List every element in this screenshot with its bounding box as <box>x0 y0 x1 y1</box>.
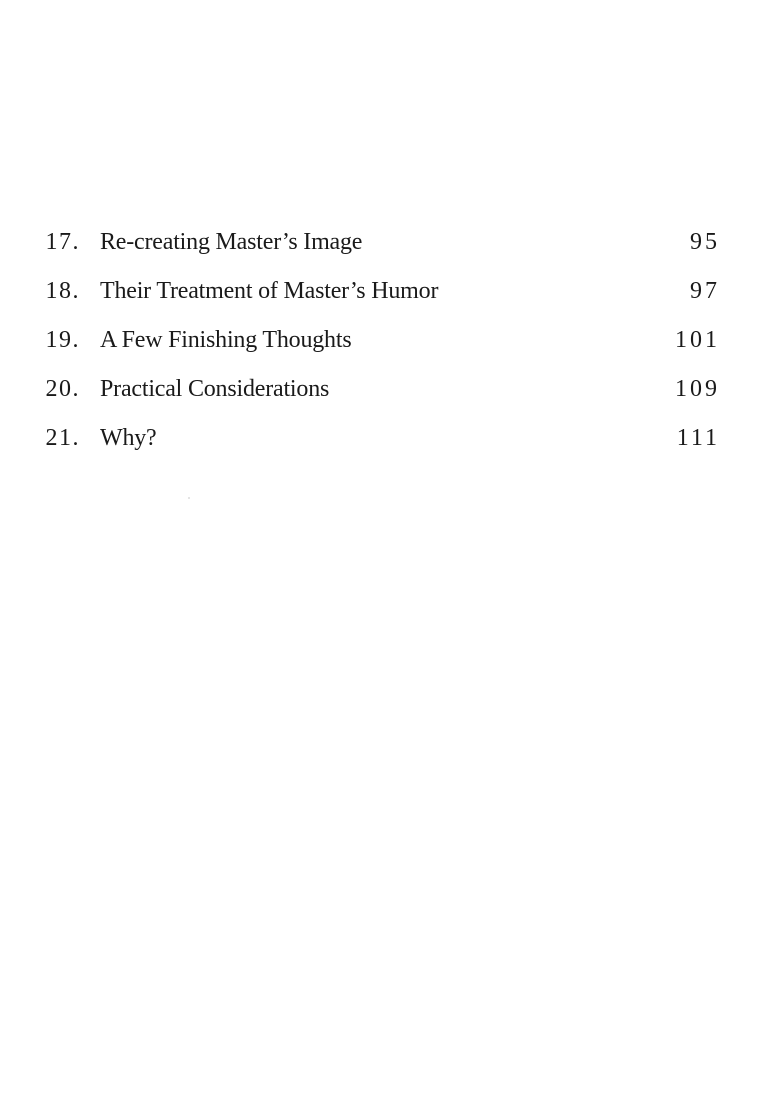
chapter-title: Re-creating Master’s Image <box>100 229 363 255</box>
chapter-title: Why? <box>100 425 157 451</box>
chapter-title: Their Treatment of Master’s Humor <box>100 278 439 304</box>
page-number: 109 <box>675 376 720 402</box>
page-number: 111 <box>676 425 720 451</box>
chapter-number: 18. <box>45 278 80 304</box>
chapter-title: Practical Considerations <box>100 376 330 402</box>
toc-entry-20[interactable] <box>0 369 780 418</box>
toc-entry-21[interactable] <box>0 418 780 467</box>
chapter-number: 17. <box>45 229 80 255</box>
toc-entry-17[interactable] <box>0 222 780 271</box>
chapter-title: A Few Finishing Thoughts <box>100 327 352 353</box>
page-number: 95 <box>690 229 720 255</box>
chapter-number: 21. <box>45 425 80 451</box>
page-number: 97 <box>690 278 720 304</box>
toc-entry-18[interactable] <box>0 271 780 320</box>
chapter-number: 19. <box>45 327 80 353</box>
page-number: 101 <box>675 327 720 353</box>
chapter-number: 20. <box>45 376 80 402</box>
toc-entry-19[interactable] <box>0 320 780 369</box>
scan-speck <box>188 497 190 499</box>
table-of-contents <box>0 222 780 467</box>
